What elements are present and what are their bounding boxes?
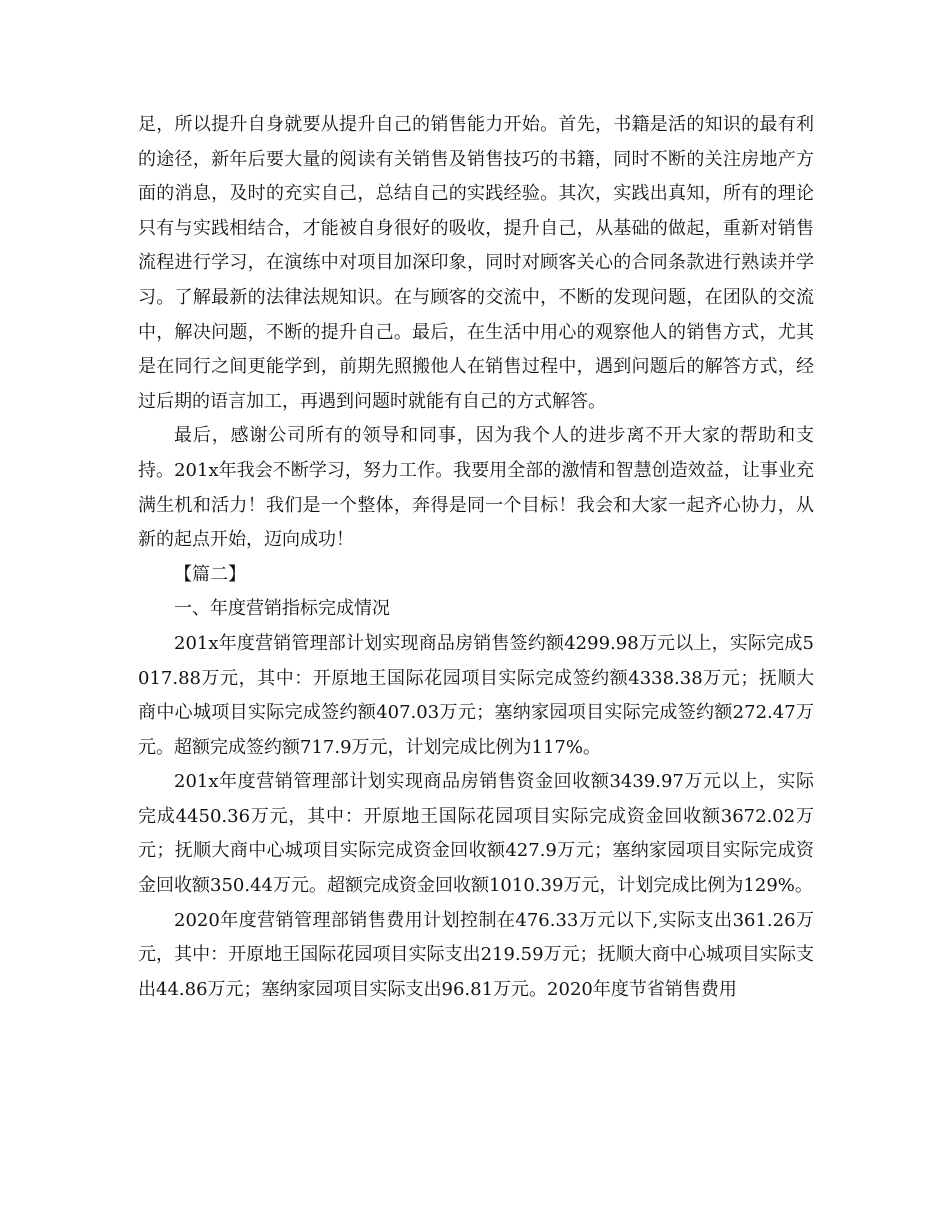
section-heading-part-two: 【篇二】 [174,563,246,585]
section-subheading-sales-targets: 一、年度营销指标完成情况 [174,598,390,620]
body-paragraph-signing-amount: 201x年度营销管理部计划实现商品房销售签约额4299.98万元以上，实际完成5017.88万元，其中：开原地王国际花园项目实际完成签约额4338.38万元；抚顺大商中心城项目实际完成签约额407.03万元；塞纳家园项目实际完成签约额272.47万元。超额完成签约额717.9万元，计划完成比例为117%。 [138,632,814,758]
body-paragraph-continuation: 足，所以提升自身就要从提升自己的销售能力开始。首先，书籍是活的知识的最有利的途径，新年后要大量的阅读有关销售及销售技巧的书籍，同时不断的关注房地产方面的消息，及时的充实自己，总结自己的实践经验。其次，实践出真知，所有的理论只有与实践相结合，才能被自身很好的吸收，提升自己，从基础的做起，重新对销售流程进行学习，在演练中对项目加深印象，同时对顾客关心的合同条款进行熟读并学习。了解最新的法律法规知识。在与顾客的交流中，不断的发现问题，在团队的交流中，解决问题，不断的提升自己。最后，在生活中用心的观察他人的销售方式，尤其是在同行之间更能学到，前期先照搬他人在销售过程中，遇到问题后的解答方式，经过后期的语言加工，再遇到问题时就能有自己的方式解答。 [138,114,814,412]
body-paragraph-sales-expenses: 2020年度营销管理部销售费用计划控制在476.33万元以下,实际支出361.26万元，其中：开原地王国际花园项目实际支出219.59万元；抚顺大商中心城项目实际支出44.86万元；塞纳家园项目实际支出96.81万元。2020年度节省销售费用 [138,909,814,1000]
document-page [138,108,814,1007]
body-paragraph-fund-recovery: 201x年度营销管理部计划实现商品房销售资金回收额3439.97万元以上，实际完成4450.36万元，其中：开原地王国际花园项目实际完成资金回收额3672.02万元；抚顺大商中心城项目实际完成资金回收额427.9万元；塞纳家园项目实际完成资金回收额350.44万元。超额完成资金回收额1010.39万元，计划完成比例为129%。 [138,771,814,897]
body-paragraph-closing: 最后，感谢公司所有的领导和同事，因为我个人的进步离不开大家的帮助和支持。201x年我会不断学习，努力工作。我要用全部的激情和智慧创造效益，让事业充满生机和活力！我们是一个整体，奔得是同一个目标！我会和大家一起齐心协力，从新的起点开始，迈向成功！ [138,425,814,551]
